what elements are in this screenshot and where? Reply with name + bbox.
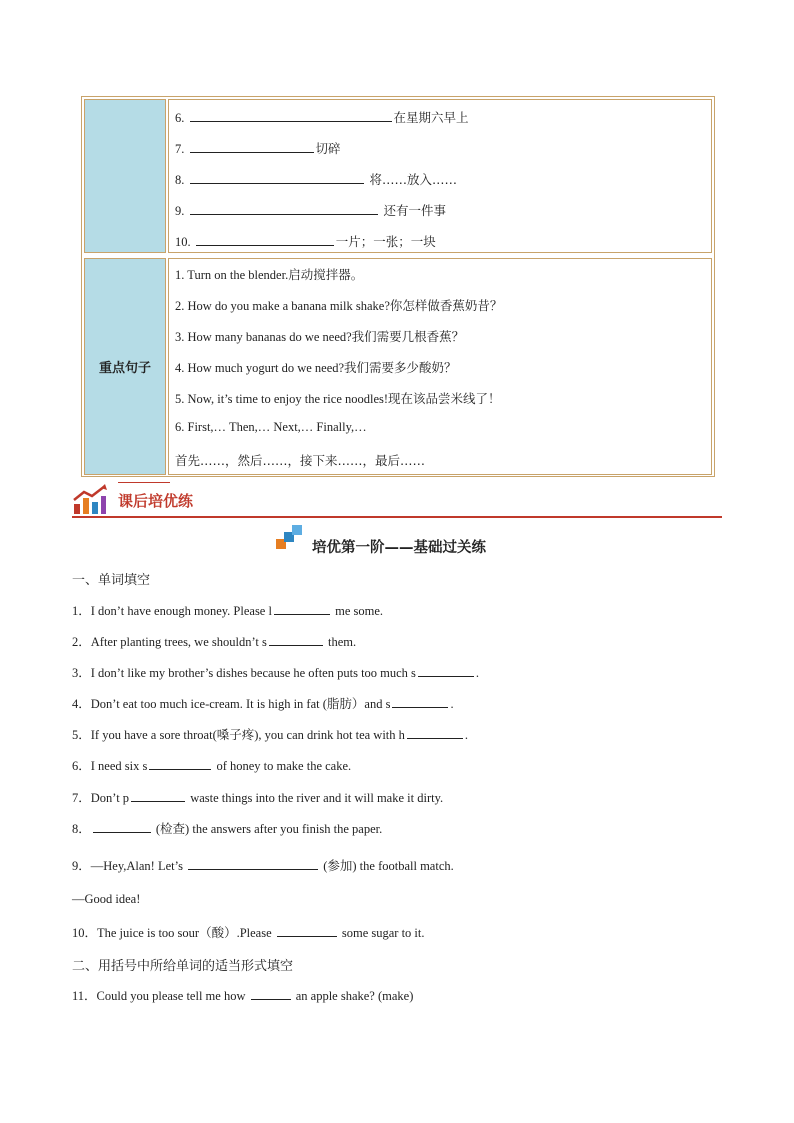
question-1 bbox=[72, 601, 383, 619]
phrase-meaning: 还有一件事 bbox=[379, 203, 446, 218]
phrases-row bbox=[82, 97, 714, 255]
phrase-meaning: 切碎 bbox=[315, 141, 341, 156]
answer-blank[interactable] bbox=[196, 233, 334, 246]
answer-blank[interactable] bbox=[149, 757, 211, 770]
sentence-line: 2. How do you make a banana milk shake?你怎样做香蕉奶昔？ bbox=[175, 299, 503, 313]
question-11 bbox=[72, 986, 413, 1004]
question-text: 1．I don’t have enough money. Please l bbox=[72, 604, 272, 618]
question-text: 10．The juice is too sour（酸）.Please bbox=[72, 926, 275, 940]
question-text: . bbox=[475, 666, 480, 680]
chart-growth-icon bbox=[72, 484, 108, 516]
section-title: 课后培优练 bbox=[118, 492, 194, 510]
question-text: 9．—Hey,Alan! Let’s bbox=[72, 859, 187, 873]
question-text: 3．I don’t like my brother’s dishes because he often puts too much s bbox=[72, 666, 416, 680]
phrases-content-cell bbox=[168, 99, 712, 253]
stage-title: 培优第一阶——基础过关练 bbox=[312, 540, 486, 556]
question-10 bbox=[72, 923, 425, 941]
phrase-number: 9. bbox=[175, 204, 185, 218]
phrase-number: 10. bbox=[175, 235, 191, 249]
phrase-line bbox=[175, 201, 446, 219]
part2-heading: 二、用括号中所给单词的适当形式填空 bbox=[72, 959, 294, 974]
sentence-line: 1. Turn on the blender.启动搅拌器。 bbox=[175, 268, 364, 282]
header-rule bbox=[72, 516, 722, 518]
phrase-line bbox=[175, 108, 469, 126]
question-text: —Good idea! bbox=[72, 892, 141, 906]
answer-blank[interactable] bbox=[274, 602, 330, 615]
question-2 bbox=[72, 632, 356, 650]
phrase-number: 6. bbox=[175, 111, 185, 125]
question-text: 8． bbox=[72, 822, 91, 836]
phrase-number: 8. bbox=[175, 173, 185, 187]
question-6 bbox=[72, 756, 351, 774]
question-text: of honey to make the cake. bbox=[213, 759, 352, 773]
stairs-icon bbox=[276, 525, 302, 549]
answer-blank[interactable] bbox=[418, 664, 474, 677]
question-text: them. bbox=[324, 635, 357, 649]
sentence-line: 4. How much yogurt do we need?我们需要多少酸奶？ bbox=[175, 361, 457, 375]
answer-blank[interactable] bbox=[190, 202, 378, 215]
phrases-label-cell bbox=[84, 99, 166, 253]
question-text: waste things into the river and it will make it dirty. bbox=[187, 791, 444, 805]
sentence-line: 5. Now, it’s time to enjoy the rice noodles!现在该品尝米线了！ bbox=[175, 392, 501, 406]
question-text: 2．After planting trees, we shouldn’t s bbox=[72, 635, 267, 649]
question-text: an apple shake? (make) bbox=[292, 989, 414, 1003]
answer-blank[interactable] bbox=[190, 140, 314, 153]
phrase-number: 7. bbox=[175, 142, 185, 156]
sentence-line: 3. How many bananas do we need?我们需要几根香蕉？ bbox=[175, 330, 465, 344]
question-text: 7．Don’t p bbox=[72, 791, 130, 805]
sentences-content-cell bbox=[168, 258, 712, 475]
answer-blank[interactable] bbox=[407, 726, 463, 739]
answer-blank[interactable] bbox=[131, 789, 185, 802]
answer-blank[interactable] bbox=[93, 820, 151, 833]
sentences-label: 重点句子 bbox=[98, 361, 151, 376]
question-text: 4．Don’t eat too much ice-cream. It is high in fat (脂肪）and s bbox=[72, 697, 391, 711]
stage-header bbox=[276, 525, 536, 556]
question-text: . bbox=[464, 728, 469, 742]
question-text: . bbox=[450, 697, 454, 711]
answer-blank[interactable] bbox=[277, 924, 337, 937]
question-text: 5．If you have a sore throat(嗓子疼), you can drink hot tea with h bbox=[72, 728, 405, 742]
question-7 bbox=[72, 788, 443, 806]
question-9 bbox=[72, 856, 454, 874]
answer-blank[interactable] bbox=[190, 171, 364, 184]
section-header bbox=[72, 482, 722, 518]
phrase-line bbox=[175, 232, 436, 250]
question-text: (检查) the answers after you finish the paper. bbox=[152, 822, 383, 836]
key-points-table bbox=[81, 96, 715, 477]
sentences-row bbox=[82, 256, 714, 477]
answer-blank[interactable] bbox=[251, 987, 291, 1000]
sentence-line: 首先……，然后……，接下来……，最后…… bbox=[175, 453, 426, 468]
question-9-reply bbox=[72, 892, 140, 907]
answer-blank[interactable] bbox=[392, 695, 448, 708]
sentence-line: 6. First,… Then,… Next,… Finally,… bbox=[175, 420, 367, 434]
phrase-line bbox=[175, 170, 457, 188]
phrase-meaning: 将……放入…… bbox=[365, 172, 457, 187]
answer-blank[interactable] bbox=[190, 109, 392, 122]
question-8 bbox=[72, 819, 382, 837]
question-text: 11．Could you please tell me how bbox=[72, 989, 249, 1003]
header-accent-line bbox=[118, 482, 170, 483]
answer-blank[interactable] bbox=[269, 633, 323, 646]
sentences-label-cell bbox=[84, 258, 166, 475]
phrase-meaning: 一片；一张；一块 bbox=[335, 234, 436, 249]
question-text: some sugar to it. bbox=[338, 926, 425, 940]
phrase-line bbox=[175, 139, 341, 157]
question-text: 6．I need six s bbox=[72, 759, 148, 773]
question-4 bbox=[72, 694, 454, 712]
question-5 bbox=[72, 725, 468, 743]
question-3 bbox=[72, 663, 479, 681]
phrase-meaning: 在星期六早上 bbox=[393, 110, 469, 125]
part1-heading: 一、单词填空 bbox=[72, 573, 151, 588]
question-text: (参加) the football match. bbox=[320, 859, 454, 873]
answer-blank[interactable] bbox=[188, 857, 318, 870]
question-text: me some. bbox=[331, 604, 384, 618]
